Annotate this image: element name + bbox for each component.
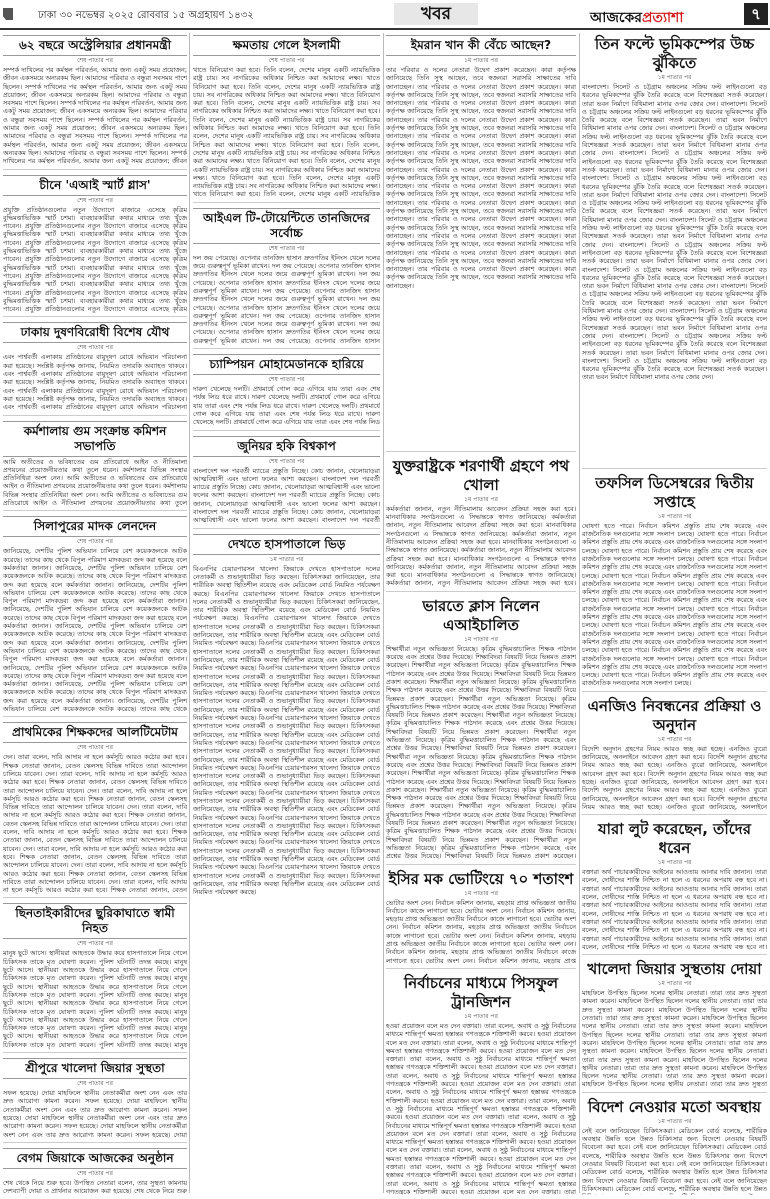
- news-article: [582, 1098, 767, 1195]
- continued-from-label: শেষ পাতার পর: [77, 1080, 113, 1088]
- article-body: বাংলাদেশ দল পরবর্তী ম্যাচের প্রস্তুতি নিচ্ছে। কোচ জানান, খেলোয়াড়রা আত্মবিশ্বাসী এবং ভালো ফলের আশা করছেন। বাংলাদেশ দল পরবর্তী ম্যাচের প্রস্তুতি নিচ্ছে। কোচ জানান, খেলোয়াড়রা আত্মবিশ্বাসী এবং ভালো ফলের আশা করছেন। বাংলাদেশ দল পরবর্তী ম্যাচের প্রস্তুতি নিচ্ছে। কোচ জানান, খেলোয়াড়রা আত্মবিশ্বাসী এবং ভালো ফলের আশা করছেন। বাংলাদেশ দল পরবর্তী ম্যাচের প্রস্তুতি নিচ্ছে। কোচ জানান, খেলোয়াড়রা আত্মবিশ্বাসী এবং ভালো ফলের আশা করছেন। বাংলাদেশ দল পরবর্তী: [193, 466, 380, 525]
- article-headline: বেগম জিয়াকে আজকের অনুষ্ঠান: [3, 1148, 187, 1169]
- news-article: [3, 421, 187, 512]
- article-body: খাতে বিনিয়োগ করা হবে। তিনি বলেন, দেশের মানুষ একটি ন্যায়ভিত্তিক রাষ্ট্র চায়। সব নাগরিকের অধিকার নিশ্চিত করা আমাদের লক্ষ্য। খাতে বিনিয়োগ করা হবে। তিনি বলেন, দেশের মানুষ একটি ন্যায়ভিত্তিক রাষ্ট্র চায়। সব নাগরিকের অধিকার নিশ্চিত করা আমাদের লক্ষ্য। খাতে বিনিয়োগ করা হবে। তিনি বলেন, দেশের মানুষ একটি ন্যায়ভিত্তিক রাষ্ট্র চায়। সব নাগরিকের অধিকার নিশ্চিত করা আমাদের লক্ষ্য। খাতে বিনিয়োগ করা হবে। তিনি বলেন, দেশের মানুষ একটি ন্যায়ভিত্তিক রাষ্ট্র চায়। সব নাগরিকের অধিকার নিশ্চিত করা আমাদের লক্ষ্য। খাতে বিনিয়োগ করা হবে। তিনি বলেন, দেশের মানুষ একটি ন্যায়ভিত্তিক রাষ্ট্র চায়। সব নাগরিকের অধিকার নিশ্চিত করা আমাদের লক্ষ্য। খাতে বিনিয়োগ করা হবে। তিনি বলেন, দেশের মানুষ একটি ন্যায়ভিত্তিক রাষ্ট্র চায়। সব নাগরিকের অধিকার নিশ্চিত করা আমাদের লক্ষ্য। খাতে বিনিয়োগ করা হবে। তিনি বলেন, দেশের মানুষ একটি ন্যায়ভিত্তিক রাষ্ট্র চায়। সব নাগরিকের অধিকার নিশ্চিত করা আমাদের লক্ষ্য। খাতে বিনিয়োগ করা হবে। তিনি বলেন, দেশের মানুষ একটি ন্যায়ভিত্তিক রাষ্ট্র চায়। সব নাগরিকের অধিকার নিশ্চিত করা আমাদের লক্ষ্য। খাতে বিনিয়োগ করা হবে। তিনি বলেন, দেশের মানুষ একটি ন্যায়ভিত্তিক: [193, 66, 380, 199]
- news-article: [3, 35, 187, 170]
- continued-from-label: ১ম পাতার পর: [464, 57, 498, 64]
- continued-from-label: শেষ পাতার পর: [77, 940, 113, 948]
- article-body: দেন। তারা বলেন, দাবি আদায় না হলে কর্মসূচি আরও কঠোর করা হবে। শিক্ষক নেতারা জানান, বেতন স্কেলসহ বিভিন্ন দাবিতে তারা আন্দোলন চালিয়ে যাবেন। দেন। তারা বলেন, দাবি আদায় না হলে কর্মসূচি আরও কঠোর করা হবে। শিক্ষক নেতারা জানান, বেতন স্কেলসহ বিভিন্ন দাবিতে তারা আন্দোলন চালিয়ে যাবেন। দেন। তারা বলেন, দাবি আদায় না হলে কর্মসূচি আরও কঠোর করা হবে। শিক্ষক নেতারা জানান, বেতন স্কেলসহ বিভিন্ন দাবিতে তারা আন্দোলন চালিয়ে যাবেন। দেন। তারা বলেন, দাবি আদায় না হলে কর্মসূচি আরও কঠোর করা হবে। শিক্ষক নেতারা জানান, বেতন স্কেলসহ বিভিন্ন দাবিতে তারা আন্দোলন চালিয়ে যাবেন। দেন। তারা বলেন, দাবি আদায় না হলে কর্মসূচি আরও কঠোর করা হবে। শিক্ষক নেতারা জানান, বেতন স্কেলসহ বিভিন্ন দাবিতে তারা আন্দোলন চালিয়ে যাবেন। দেন। তারা বলেন, দাবি আদায় না হলে কর্মসূচি আরও কঠোর করা হবে। শিক্ষক নেতারা জানান, বেতন স্কেলসহ বিভিন্ন দাবিতে তারা আন্দোলন চালিয়ে যাবেন। দেন। তারা বলেন, দাবি আদায় না হলে কর্মসূচি আরও কঠোর করা হবে। শিক্ষক নেতারা জানান, বেতন স্কেলসহ বিভিন্ন দাবিতে তারা আন্দোলন চালিয়ে যাবেন। দেন। তারা বলেন, দাবি আদায় না হলে কর্মসূচি আরও কঠোর করা হবে। শিক্ষক নেতারা জানান, বেতন: [3, 753, 187, 895]
- continued-from-label: শেষ পাতার পর: [268, 457, 305, 465]
- article-headline: খালেদা জিয়ার সুস্থতায় দোয়া: [587, 960, 762, 979]
- continued-from-label: ১ম পাতার পর: [269, 555, 304, 563]
- news-article: [386, 597, 576, 865]
- article-headline: আইএল টি-টোয়েন্টিতে তানজিদের সর্বোচ্চ: [193, 208, 380, 244]
- article-body: তার পরিবার ও দলের নেতারা উদ্বেগ প্রকাশ করেছেন। কারা কর্তৃপক্ষ জানিয়েছে তিনি সুস্থ আছেন, তবে স্বজনরা সরাসরি সাক্ষাতের দাবি জানাচ্ছেন। তার পরিবার ও দলের নেতারা উদ্বেগ প্রকাশ করেছেন। কারা কর্তৃপক্ষ জানিয়েছে তিনি সুস্থ আছেন, তবে স্বজনরা সরাসরি সাক্ষাতের দাবি জানাচ্ছেন। তার পরিবার ও দলের নেতারা উদ্বেগ প্রকাশ করেছেন। কারা কর্তৃপক্ষ জানিয়েছে তিনি সুস্থ আছেন, তবে স্বজনরা সরাসরি সাক্ষাতের দাবি জানাচ্ছেন। তার পরিবার ও দলের নেতারা উদ্বেগ প্রকাশ করেছেন। কারা কর্তৃপক্ষ জানিয়েছে তিনি সুস্থ আছেন, তবে স্বজনরা সরাসরি সাক্ষাতের দাবি জানাচ্ছেন। তার পরিবার ও দলের নেতারা উদ্বেগ প্রকাশ করেছেন। কারা কর্তৃপক্ষ জানিয়েছে তিনি সুস্থ আছেন, তবে স্বজনরা সরাসরি সাক্ষাতের দাবি জানাচ্ছেন। তার পরিবার ও দলের নেতারা উদ্বেগ প্রকাশ করেছেন। কারা কর্তৃপক্ষ জানিয়েছে তিনি সুস্থ আছেন, তবে স্বজনরা সরাসরি সাক্ষাতের দাবি জানাচ্ছেন। তার পরিবার ও দলের নেতারা উদ্বেগ প্রকাশ করেছেন। কারা কর্তৃপক্ষ জানিয়েছে তিনি সুস্থ আছেন, তবে স্বজনরা সরাসরি সাক্ষাতের দাবি জানাচ্ছেন। তার পরিবার ও দলের নেতারা উদ্বেগ প্রকাশ করেছেন। কারা কর্তৃপক্ষ জানিয়েছে তিনি সুস্থ আছেন, তবে স্বজনরা সরাসরি সাক্ষাতের দাবি জানাচ্ছেন। তার পরিবার ও দলের নেতারা উদ্বেগ প্রকাশ করেছেন। কারা কর্তৃপক্ষ জানিয়েছে তিনি সুস্থ আছেন, তবে স্বজনরা সরাসরি সাক্ষাতের দাবি জানাচ্ছেন। তার পরিবার ও দলের নেতারা উদ্বেগ প্রকাশ করেছেন। কারা কর্তৃপক্ষ জানিয়েছে তিনি সুস্থ আছেন, তবে স্বজনরা সরাসরি সাক্ষাতের দাবি জানাচ্ছেন। তার পরিবার ও দলের নেতারা উদ্বেগ প্রকাশ করেছেন। কারা কর্তৃপক্ষ জানিয়েছে তিনি সুস্থ আছেন, তবে স্বজনরা সরাসরি সাক্ষাতের দাবি জানাচ্ছেন। তার পরিবার ও দলের নেতারা উদ্বেগ প্রকাশ করেছেন। কারা কর্তৃপক্ষ জানিয়েছে তিনি সুস্থ আছেন, তবে স্বজনরা সরাসরি সাক্ষাতের দাবি জানাচ্ছেন। তার পরিবার ও দলের নেতারা উদ্বেগ প্রকাশ করেছেন। কারা কর্তৃপক্ষ জানিয়েছে তিনি সুস্থ আছেন, তবে স্বজনরা সরাসরি সাক্ষাতের দাবি জানাচ্ছেন।: [386, 66, 576, 290]
- column-divider: [189, 33, 190, 1193]
- article-body: মাহফিলে উপস্থিত ছিলেন দলের স্থানীয় নেতারা। তারা তার দ্রুত সুস্থতা কামনা করেন। মাহফিলে উপস্থিত ছিলেন দলের স্থানীয় নেতারা। তারা তার দ্রুত সুস্থতা কামনা করেন। মাহফিলে উপস্থিত ছিলেন দলের স্থানীয় নেতারা। তারা তার দ্রুত সুস্থতা কামনা করেন। মাহফিলে উপস্থিত ছিলেন দলের স্থানীয় নেতারা। তারা তার দ্রুত সুস্থতা কামনা করেন। মাহফিলে উপস্থিত ছিলেন দলের স্থানীয় নেতারা। তারা তার দ্রুত সুস্থতা কামনা করেন। মাহফিলে উপস্থিত ছিলেন দলের স্থানীয় নেতারা। তারা তার দ্রুত সুস্থতা কামনা করেন। মাহফিলে উপস্থিত ছিলেন দলের স্থানীয় নেতারা। তারা তার দ্রুত সুস্থতা কামনা করেন। মাহফিলে উপস্থিত ছিলেন দলের স্থানীয় নেতারা। তারা তার দ্রুত সুস্থতা কামনা করেন। মাহফিলে উপস্থিত ছিলেন দলের স্থানীয় নেতারা। তারা তার দ্রুত সুস্থতা কামনা করেন। মাহফিলে উপস্থিত ছিলেন দলের স্থানীয় নেতারা। তারা তার দ্রুত সুস্থতা: [582, 989, 767, 1089]
- column-divider: [579, 33, 580, 1193]
- article-body: আমি অতীতের ও ভবিষ্যতের গুম প্রতিরোধে আইন ও নীতিমালা প্রণয়নের প্রয়োজনীয়তার কথা তুলে ধরেন। কর্মশালায় বিভিন্ন সংস্থার প্রতিনিধিরা অংশ নেন। আমি অতীতের ও ভবিষ্যতের গুম প্রতিরোধে আইন ও নীতিমালা প্রণয়নের প্রয়োজনীয়তার কথা তুলে ধরেন। কর্মশালায় বিভিন্ন সংস্থার প্রতিনিধিরা অংশ নেন। আমি অতীতের ও ভবিষ্যতের গুম প্রতিরোধে আইন ও নীতিমালা প্রণয়নের প্রয়োজনীয়তার কথা তুলে: [3, 457, 187, 508]
- continued-from-label: শেষ পাতার পর: [268, 244, 305, 252]
- article-body: হওয়া প্রয়োজন বলে মত দেন বক্তারা। তারা বলেন, অবাধ ও সুষ্ঠু নির্বাচনের মাধ্যমে শান্তিপূর্ণ ক্ষমতা হস্তান্তর গণতন্ত্রকে শক্তিশালী করবে। হওয়া প্রয়োজন বলে মত দেন বক্তারা। তারা বলেন, অবাধ ও সুষ্ঠু নির্বাচনের মাধ্যমে শান্তিপূর্ণ ক্ষমতা হস্তান্তর গণতন্ত্রকে শক্তিশালী করবে। হওয়া প্রয়োজন বলে মত দেন বক্তারা। তারা বলেন, অবাধ ও সুষ্ঠু নির্বাচনের মাধ্যমে শান্তিপূর্ণ ক্ষমতা হস্তান্তর গণতন্ত্রকে শক্তিশালী করবে। হওয়া প্রয়োজন বলে মত দেন বক্তারা। তারা বলেন, অবাধ ও সুষ্ঠু নির্বাচনের মাধ্যমে শান্তিপূর্ণ ক্ষমতা হস্তান্তর গণতন্ত্রকে শক্তিশালী করবে। হওয়া প্রয়োজন বলে মত দেন বক্তারা। তারা বলেন, অবাধ ও সুষ্ঠু নির্বাচনের মাধ্যমে শান্তিপূর্ণ ক্ষমতা হস্তান্তর গণতন্ত্রকে শক্তিশালী করবে। হওয়া প্রয়োজন বলে মত দেন বক্তারা। তারা বলেন, অবাধ ও সুষ্ঠু নির্বাচনের মাধ্যমে শান্তিপূর্ণ ক্ষমতা হস্তান্তর গণতন্ত্রকে শক্তিশালী করবে। হওয়া প্রয়োজন বলে মত দেন বক্তারা। তারা বলেন, অবাধ ও সুষ্ঠু নির্বাচনের মাধ্যমে শান্তিপূর্ণ ক্ষমতা হস্তান্তর গণতন্ত্রকে শক্তিশালী করবে। হওয়া প্রয়োজন বলে মত দেন বক্তারা। তারা বলেন, অবাধ ও সুষ্ঠু নির্বাচনের মাধ্যমে শান্তিপূর্ণ ক্ষমতা হস্তান্তর গণতন্ত্রকে শক্তিশালী করবে। হওয়া প্রয়োজন বলে মত দেন বক্তারা। তারা বলেন, অবাধ ও সুষ্ঠু নির্বাচনের মাধ্যমে শান্তিপূর্ণ ক্ষমতা হস্তান্তর গণতন্ত্রকে শক্তিশালী করবে। হওয়া প্রয়োজন বলে মত দেন বক্তারা। তারা বলেন, অবাধ ও সুষ্ঠু নির্বাচনের মাধ্যমে শান্তিপূর্ণ ক্ষমতা হস্তান্তর গণতন্ত্রকে শক্তিশালী করবে। হওয়া প্রয়োজন বলে মত দেন বক্তারা। তারা বলেন, অবাধ ও সুষ্ঠু নির্বাচনের মাধ্যমে শান্তিপূর্ণ ক্ষমতা হস্তান্তর গণতন্ত্রকে শক্তিশালী করবে। হওয়া প্রয়োজন বলে মত দেন বক্তারা। তারা: [386, 1021, 576, 1195]
- news-article: [3, 175, 187, 318]
- article-headline: বিদেশ নেওয়ার মতো অবস্থায়: [587, 1097, 762, 1116]
- article-headline: এনজিও নিবন্ধনের প্রক্রিয়া ও অনুদান: [587, 696, 762, 734]
- article-headline: যারা লুট করেছেন, তাঁদের ধরেন: [598, 820, 751, 858]
- article-headline: চ্যাম্পিয়ন মোহামেডানকে হারিয়ে: [193, 354, 380, 375]
- article-body: কর্মকর্তারা জানান, নতুন নীতিমালায় আবেদন প্রক্রিয়া সহজ করা হবে। মানবাধিকার সংগঠনগুলো এ সিদ্ধান্তকে স্বাগত জানিয়েছে। কর্মকর্তারা জানান, নতুন নীতিমালায় আবেদন প্রক্রিয়া সহজ করা হবে। মানবাধিকার সংগঠনগুলো এ সিদ্ধান্তকে স্বাগত জানিয়েছে। কর্মকর্তারা জানান, নতুন নীতিমালায় আবেদন প্রক্রিয়া সহজ করা হবে। মানবাধিকার সংগঠনগুলো এ সিদ্ধান্তকে স্বাগত জানিয়েছে। কর্মকর্তারা জানান, নতুন নীতিমালায় আবেদন প্রক্রিয়া সহজ করা হবে। মানবাধিকার সংগঠনগুলো এ সিদ্ধান্তকে স্বাগত জানিয়েছে। কর্মকর্তারা জানান, নতুন নীতিমালায় আবেদন প্রক্রিয়া সহজ করা হবে। মানবাধিকার সংগঠনগুলো এ সিদ্ধান্তকে স্বাগত জানিয়েছে। কর্মকর্তারা জানান, নতুন নীতিমালায় আবেদন প্রক্রিয়া সহজ করা হবে।: [386, 504, 576, 588]
- news-article: [582, 820, 767, 955]
- continued-from-label: ১ম পাতার পর: [464, 889, 498, 897]
- article-body: দারুণ খেলেছে দলটি। প্রথমার্ধে গোল করে এগিয়ে যায় তারা এবং শেষ পর্যন্ত লিড ধরে রাখে। দারুণ খেলেছে দলটি। প্রথমার্ধে গোল করে এগিয়ে যায় তারা এবং শেষ পর্যন্ত লিড ধরে রাখে। দারুণ খেলেছে দলটি। প্রথমার্ধে গোল করে এগিয়ে যায় তারা এবং শেষ পর্যন্ত লিড ধরে রাখে। দারুণ খেলেছে দলটি। প্রথমার্ধে গোল করে এগিয়ে যায় তারা এবং শেষ পর্যন্ত লিড: [193, 385, 380, 427]
- page-number: ৭: [744, 3, 768, 25]
- news-article: [3, 516, 187, 717]
- column-1: [3, 33, 187, 1195]
- continued-from-label: শেষ পাতার পর: [77, 344, 113, 352]
- news-article: [193, 208, 380, 349]
- column-2: [193, 33, 380, 1195]
- news-article: [3, 722, 187, 898]
- continued-from-label: ১ম পাতার পর: [657, 74, 692, 81]
- news-article: [582, 697, 767, 815]
- news-article: [386, 974, 576, 1195]
- article-body: নেই বলে জানিয়েছেন চিকিৎসকরা। মেডিকেল বোর্ড বলেছে, শারীরিক অবস্থার উন্নতি হলে উন্নত চিকিৎসার জন্য বিদেশে নেওয়ার বিষয়টি বিবেচনা করা হবে। নেই বলে জানিয়েছেন চিকিৎসকরা। মেডিকেল বোর্ড বলেছে, শারীরিক অবস্থার উন্নতি হলে উন্নত চিকিৎসার জন্য বিদেশে নেওয়ার বিষয়টি বিবেচনা করা হবে। নেই বলে জানিয়েছেন চিকিৎসকরা। মেডিকেল বোর্ড বলেছে, শারীরিক অবস্থার উন্নতি হলে উন্নত চিকিৎসার জন্য বিদেশে নেওয়ার বিষয়টি বিবেচনা করা হবে। নেই বলে জানিয়েছেন চিকিৎসকরা। মেডিকেল বোর্ড বলেছে, শারীরিক অবস্থার উন্নতি হলে উন্নত: [582, 1126, 767, 1193]
- logo-main-text: আজকের: [590, 10, 642, 26]
- news-article: [582, 474, 767, 692]
- continued-from-label: ১ম পাতার পর: [657, 735, 692, 743]
- article-headline: তফসিল ডিসেম্বরের দ্বিতীয় সপ্তাহে: [595, 473, 754, 511]
- article-headline: যুক্তরাষ্ট্রকে শরণার্থী গ্রহণে পথ খোলা: [392, 456, 570, 494]
- article-body: ভোটার অংশ নেন। নির্বাচন কমিশন জানায়, মহড়ায় প্রাপ্ত অভিজ্ঞতা জাতীয় নির্বাচনে কাজে লাগানো হবে। ভোটার অংশ নেন। নির্বাচন কমিশন জানায়, মহড়ায় প্রাপ্ত অভিজ্ঞতা জাতীয় নির্বাচনে কাজে লাগানো হবে। ভোটার অংশ নেন। নির্বাচন কমিশন জানায়, মহড়ায় প্রাপ্ত অভিজ্ঞতা জাতীয় নির্বাচনে কাজে লাগানো হবে। ভোটার অংশ নেন। নির্বাচন কমিশন জানায়, মহড়ায় প্রাপ্ত অভিজ্ঞতা জাতীয় নির্বাচনে কাজে লাগানো হবে। ভোটার অংশ নেন। নির্বাচন কমিশন জানায়, মহড়ায় প্রাপ্ত অভিজ্ঞতা জাতীয় নির্বাচনে কাজে লাগানো হবে। ভোটার অংশ নেন। নির্বাচন কমিশন জানায়, মহড়ায় প্রাপ্ত: [386, 898, 576, 965]
- article-headline: দেখতে হাসপাতালে ভিড়: [193, 534, 380, 555]
- article-body: বিদেশি অনুদান গ্রহণের নিয়ম আরও স্বচ্ছ করা হচ্ছে। এনজিও ব্যুরো জানিয়েছে, অনলাইনে আবেদন গ্রহণ করা হবে। বিদেশি অনুদান গ্রহণের নিয়ম আরও স্বচ্ছ করা হচ্ছে। এনজিও ব্যুরো জানিয়েছে, অনলাইনে আবেদন গ্রহণ করা হবে। বিদেশি অনুদান গ্রহণের নিয়ম আরও স্বচ্ছ করা হচ্ছে। এনজিও ব্যুরো জানিয়েছে, অনলাইনে আবেদন গ্রহণ করা হবে। বিদেশি অনুদান গ্রহণের নিয়ম আরও স্বচ্ছ করা হচ্ছে। এনজিও ব্যুরো জানিয়েছে, অনলাইনে আবেদন গ্রহণ করা হবে। বিদেশি অনুদান গ্রহণের নিয়ম আরও স্বচ্ছ করা হচ্ছে। এনজিও ব্যুরো জানিয়েছে, অনলাইনে: [582, 744, 767, 811]
- article-body: শিক্ষার্থীরা নতুন অভিজ্ঞতা নিয়েছে। কৃত্রিম বুদ্ধিমত্তাচালিত শিক্ষক পাঠদান করেছে এবং প্রশ্নের উত্তর দিয়েছে। শিক্ষাবিদরা বিষয়টি নিয়ে ভিন্নমত প্রকাশ করেছেন। শিক্ষার্থীরা নতুন অভিজ্ঞতা নিয়েছে। কৃত্রিম বুদ্ধিমত্তাচালিত শিক্ষক পাঠদান করেছে এবং প্রশ্নের উত্তর দিয়েছে। শিক্ষাবিদরা বিষয়টি নিয়ে ভিন্নমত প্রকাশ করেছেন। শিক্ষার্থীরা নতুন অভিজ্ঞতা নিয়েছে। কৃত্রিম বুদ্ধিমত্তাচালিত শিক্ষক পাঠদান করেছে এবং প্রশ্নের উত্তর দিয়েছে। শিক্ষাবিদরা বিষয়টি নিয়ে ভিন্নমত প্রকাশ করেছেন। শিক্ষার্থীরা নতুন অভিজ্ঞতা নিয়েছে। কৃত্রিম বুদ্ধিমত্তাচালিত শিক্ষক পাঠদান করেছে এবং প্রশ্নের উত্তর দিয়েছে। শিক্ষাবিদরা বিষয়টি নিয়ে ভিন্নমত প্রকাশ করেছেন। শিক্ষার্থীরা নতুন অভিজ্ঞতা নিয়েছে। কৃত্রিম বুদ্ধিমত্তাচালিত শিক্ষক পাঠদান করেছে এবং প্রশ্নের উত্তর দিয়েছে। শিক্ষাবিদরা বিষয়টি নিয়ে ভিন্নমত প্রকাশ করেছেন। শিক্ষার্থীরা নতুন অভিজ্ঞতা নিয়েছে। কৃত্রিম বুদ্ধিমত্তাচালিত শিক্ষক পাঠদান করেছে এবং প্রশ্নের উত্তর দিয়েছে। শিক্ষাবিদরা বিষয়টি নিয়ে ভিন্নমত প্রকাশ করেছেন। শিক্ষার্থীরা নতুন অভিজ্ঞতা নিয়েছে। কৃত্রিম বুদ্ধিমত্তাচালিত শিক্ষক পাঠদান করেছে এবং প্রশ্নের উত্তর দিয়েছে। শিক্ষাবিদরা বিষয়টি নিয়ে ভিন্নমত প্রকাশ করেছেন। শিক্ষার্থীরা নতুন অভিজ্ঞতা নিয়েছে। কৃত্রিম বুদ্ধিমত্তাচালিত শিক্ষক পাঠদান করেছে এবং প্রশ্নের উত্তর দিয়েছে। শিক্ষাবিদরা বিষয়টি নিয়ে ভিন্নমত প্রকাশ করেছেন। শিক্ষার্থীরা নতুন অভিজ্ঞতা নিয়েছে। কৃত্রিম বুদ্ধিমত্তাচালিত শিক্ষক পাঠদান করেছে এবং প্রশ্নের উত্তর দিয়েছে। শিক্ষাবিদরা বিষয়টি নিয়ে ভিন্নমত প্রকাশ করেছেন। শিক্ষার্থীরা নতুন অভিজ্ঞতা নিয়েছে। কৃত্রিম বুদ্ধিমত্তাচালিত শিক্ষক পাঠদান করেছে এবং প্রশ্নের উত্তর দিয়েছে। শিক্ষাবিদরা বিষয়টি নিয়ে ভিন্নমত প্রকাশ করেছেন। শিক্ষার্থীরা নতুন অভিজ্ঞতা নিয়েছে। কৃত্রিম বুদ্ধিমত্তাচালিত শিক্ষক পাঠদান করেছে এবং প্রশ্নের উত্তর দিয়েছে। শিক্ষাবিদরা বিষয়টি নিয়ে ভিন্নমত প্রকাশ করেছেন। শিক্ষার্থীরা নতুন অভিজ্ঞতা নিয়েছে। কৃত্রিম বুদ্ধিমত্তাচালিত শিক্ষক পাঠদান করেছে এবং প্রশ্নের উত্তর দিয়েছে। শিক্ষাবিদরা বিষয়টি নিয়ে ভিন্নমত প্রকাশ করেছেন।: [386, 644, 576, 861]
- continued-from-label: ১ম পাতার পর: [657, 859, 692, 867]
- article-body: প্রযুক্তি প্রতিষ্ঠানগুলোর নতুন উদ্যোগে বাজারে এসেছে কৃত্রিম বুদ্ধিমত্তাভিত্তিক স্মার্ট চশমা। ব্যবহারকারীরা কথার মাধ্যমে তথ্য খুঁজে পাবেন। প্রযুক্তি প্রতিষ্ঠানগুলোর নতুন উদ্যোগে বাজারে এসেছে কৃত্রিম বুদ্ধিমত্তাভিত্তিক স্মার্ট চশমা। ব্যবহারকারীরা কথার মাধ্যমে তথ্য খুঁজে পাবেন। প্রযুক্তি প্রতিষ্ঠানগুলোর নতুন উদ্যোগে বাজারে এসেছে কৃত্রিম বুদ্ধিমত্তাভিত্তিক স্মার্ট চশমা। ব্যবহারকারীরা কথার মাধ্যমে তথ্য খুঁজে পাবেন। প্রযুক্তি প্রতিষ্ঠানগুলোর নতুন উদ্যোগে বাজারে এসেছে কৃত্রিম বুদ্ধিমত্তাভিত্তিক স্মার্ট চশমা। ব্যবহারকারীরা কথার মাধ্যমে তথ্য খুঁজে পাবেন। প্রযুক্তি প্রতিষ্ঠানগুলোর নতুন উদ্যোগে বাজারে এসেছে কৃত্রিম বুদ্ধিমত্তাভিত্তিক স্মার্ট চশমা। ব্যবহারকারীরা কথার মাধ্যমে তথ্য খুঁজে পাবেন। প্রযুক্তি প্রতিষ্ঠানগুলোর নতুন উদ্যোগে বাজারে এসেছে কৃত্রিম বুদ্ধিমত্তাভিত্তিক স্মার্ট চশমা। ব্যবহারকারীরা কথার মাধ্যমে তথ্য খুঁজে পাবেন। প্রযুক্তি প্রতিষ্ঠানগুলোর নতুন উদ্যোগে বাজারে এসেছে কৃত্রিম: [3, 205, 187, 314]
- news-article: [582, 35, 767, 469]
- article-headline: ভারতে ক্লাস নিলেন এআইচালিত: [422, 596, 540, 634]
- news-article: [3, 322, 187, 415]
- news-article: [193, 354, 380, 431]
- logo-accent-text: প্রত্যাশা: [641, 10, 684, 26]
- continued-from-label: শেষ পাতার পর: [77, 744, 113, 752]
- article-body: বিএনপির চেয়ারপারসন খালেদা জিয়াকে দেখতে হাসপাতালে দলের নেতাকর্মী ও শুভানুধ্যায়ীরা ভিড় করছেন। চিকিৎসকরা জানিয়েছেন, তার শারীরিক অবস্থা স্থিতিশীল রয়েছে এবং মেডিকেল বোর্ড নিয়মিত পর্যবেক্ষণ করছে। বিএনপির চেয়ারপারসন খালেদা জিয়াকে দেখতে হাসপাতালে দলের নেতাকর্মী ও শুভানুধ্যায়ীরা ভিড় করছেন। চিকিৎসকরা জানিয়েছেন, তার শারীরিক অবস্থা স্থিতিশীল রয়েছে এবং মেডিকেল বোর্ড নিয়মিত পর্যবেক্ষণ করছে। বিএনপির চেয়ারপারসন খালেদা জিয়াকে দেখতে হাসপাতালে দলের নেতাকর্মী ও শুভানুধ্যায়ীরা ভিড় করছেন। চিকিৎসকরা জানিয়েছেন, তার শারীরিক অবস্থা স্থিতিশীল রয়েছে এবং মেডিকেল বোর্ড নিয়মিত পর্যবেক্ষণ করছে। বিএনপির চেয়ারপারসন খালেদা জিয়াকে দেখতে হাসপাতালে দলের নেতাকর্মী ও শুভানুধ্যায়ীরা ভিড় করছেন। চিকিৎসকরা জানিয়েছেন, তার শারীরিক অবস্থা স্থিতিশীল রয়েছে এবং মেডিকেল বোর্ড নিয়মিত পর্যবেক্ষণ করছে। বিএনপির চেয়ারপারসন খালেদা জিয়াকে দেখতে হাসপাতালে দলের নেতাকর্মী ও শুভানুধ্যায়ীরা ভিড় করছেন। চিকিৎসকরা জানিয়েছেন, তার শারীরিক অবস্থা স্থিতিশীল রয়েছে এবং মেডিকেল বোর্ড নিয়মিত পর্যবেক্ষণ করছে। বিএনপির চেয়ারপারসন খালেদা জিয়াকে দেখতে হাসপাতালে দলের নেতাকর্মী ও শুভানুধ্যায়ীরা ভিড় করছেন। চিকিৎসকরা জানিয়েছেন, তার শারীরিক অবস্থা স্থিতিশীল রয়েছে এবং মেডিকেল বোর্ড নিয়মিত পর্যবেক্ষণ করছে। বিএনপির চেয়ারপারসন খালেদা জিয়াকে দেখতে হাসপাতালে দলের নেতাকর্মী ও শুভানুধ্যায়ীরা ভিড় করছেন। চিকিৎসকরা জানিয়েছেন, তার শারীরিক অবস্থা স্থিতিশীল রয়েছে এবং মেডিকেল বোর্ড নিয়মিত পর্যবেক্ষণ করছে। বিএনপির চেয়ারপারসন খালেদা জিয়াকে দেখতে হাসপাতালে দলের নেতাকর্মী ও শুভানুধ্যায়ীরা ভিড় করছেন। চিকিৎসকরা জানিয়েছেন, তার শারীরিক অবস্থা স্থিতিশীল রয়েছে এবং মেডিকেল বোর্ড নিয়মিত পর্যবেক্ষণ করছে। বিএনপির চেয়ারপারসন খালেদা জিয়াকে দেখতে হাসপাতালে দলের নেতাকর্মী ও শুভানুধ্যায়ীরা ভিড় করছেন। চিকিৎসকরা জানিয়েছেন, তার শারীরিক অবস্থা স্থিতিশীল রয়েছে এবং মেডিকেল বোর্ড নিয়মিত পর্যবেক্ষণ করছে। বিএনপির চেয়ারপারসন খালেদা জিয়াকে দেখতে হাসপাতালে দলের নেতাকর্মী ও শুভানুধ্যায়ীরা ভিড় করছেন। চিকিৎসকরা জানিয়েছেন, তার শারীরিক অবস্থা স্থিতিশীল রয়েছে এবং মেডিকেল বোর্ড নিয়মিত পর্যবেক্ষণ করছে। বিএনপির চেয়ারপারসন খালেদা জিয়াকে দেখতে হাসপাতালে দলের নেতাকর্মী ও শুভানুধ্যায়ীরা ভিড় করছেন। চিকিৎসকরা জানিয়েছেন, তার শারীরিক অবস্থা স্থিতিশীল রয়েছে এবং মেডিকেল বোর্ড নিয়মিত পর্যবেক্ষণ করছে। বিএনপির চেয়ারপারসন খালেদা জিয়াকে দেখতে হাসপাতালে দলের নেতাকর্মী ও শুভানুধ্যায়ীরা ভিড় করছেন। চিকিৎসকরা জানিয়েছেন, তার শারীরিক অবস্থা স্থিতিশীল রয়েছে এবং মেডিকেল বোর্ড নিয়মিত পর্যবেক্ষণ করছে। বিএনপির চেয়ারপারসন খালেদা জিয়াকে দেখতে হাসপাতালে দলের নেতাকর্মী ও শুভানুধ্যায়ীরা ভিড় করছেন। চিকিৎসকরা জানিয়েছেন, তার শারীরিক অবস্থা স্থিতিশীল রয়েছে এবং মেডিকেল বোর্ড নিয়মিত পর্যবেক্ষণ করছে।: [193, 564, 380, 897]
- continued-from-label: ১ম পাতার পর: [657, 980, 692, 988]
- news-article: [193, 35, 380, 203]
- news-article: [582, 960, 767, 1093]
- article-body: এবং পার্শ্ববর্তী এলাকায় প্রতিষ্ঠানের বায়ুদূষণ রোধে অভিযান পরিচালনা করা হয়েছে। সংশ্লিষ্ট কর্তৃপক্ষ জানায়, নিয়মিত তদারকি অব্যাহত থাকবে। এবং পার্শ্ববর্তী এলাকায় প্রতিষ্ঠানের বায়ুদূষণ রোধে অভিযান পরিচালনা করা হয়েছে। সংশ্লিষ্ট কর্তৃপক্ষ জানায়, নিয়মিত তদারকি অব্যাহত থাকবে। এবং পার্শ্ববর্তী এলাকায় প্রতিষ্ঠানের বায়ুদূষণ রোধে অভিযান পরিচালনা করা হয়েছে। সংশ্লিষ্ট কর্তৃপক্ষ জানায়, নিয়মিত তদারকি অব্যাহত থাকবে। এবং পার্শ্ববর্তী এলাকায় প্রতিষ্ঠানের বায়ুদূষণ রোধে অভিযান পরিচালনা: [3, 353, 187, 412]
- news-article: [193, 534, 380, 1195]
- article-headline: নির্বাচনের মাধ্যমে পিসফুল ট্রানজিশন: [403, 973, 559, 1011]
- article-headline: চীনে 'এআই স্মার্ট গ্লাস': [3, 175, 187, 196]
- article-body: শেষ থেকে নিয়ে শুরু হবে। উপস্থিত নেতারা বলেন, তার সুস্থতা কামনায় দেশব্যাপী দোয়া ও প্রার্থনার আয়োজন করা হয়েছে। শেষ থেকে নিয়ে শুরু: [3, 1178, 187, 1195]
- article-headline: ঢাকায় দুষণবিরোধী বিশেষ যৌথ: [3, 322, 187, 343]
- continued-from-label: শেষ পাতার পর: [77, 57, 113, 64]
- news-article: [386, 870, 576, 969]
- article-body: সম্পর্ক দাখিলের পর কর্মস্থল পরিবর্তন, আমার জন্য একটু সময় প্রয়োজন; জীবন একসময়ে অন্যরকম ছিল। আমাদের পরিবার ও বন্ধুরা সবসময় পাশে ছিলেন। সম্পর্ক দাখিলের পর কর্মস্থল পরিবর্তন, আমার জন্য একটু সময় প্রয়োজন; জীবন একসময়ে অন্যরকম ছিল। আমাদের পরিবার ও বন্ধুরা সবসময় পাশে ছিলেন। সম্পর্ক দাখিলের পর কর্মস্থল পরিবর্তন, আমার জন্য একটু সময় প্রয়োজন; জীবন একসময়ে অন্যরকম ছিল। আমাদের পরিবার ও বন্ধুরা সবসময় পাশে ছিলেন। সম্পর্ক দাখিলের পর কর্মস্থল পরিবর্তন, আমার জন্য একটু সময় প্রয়োজন; জীবন একসময়ে অন্যরকম ছিল। আমাদের পরিবার ও বন্ধুরা সবসময় পাশে ছিলেন। সম্পর্ক দাখিলের পর কর্মস্থল পরিবর্তন, আমার জন্য একটু সময় প্রয়োজন; জীবন একসময়ে অন্যরকম ছিল। আমাদের পরিবার ও বন্ধুরা সবসময় পাশে ছিলেন। সম্পর্ক দাখিলের পর কর্মস্থল পরিবর্তন, আমার জন্য একটু সময় প্রয়োজন; জীবন: [3, 66, 187, 166]
- article-body: মানুষ ছুটে আসে। স্থানীয়রা আহতকে উদ্ধার করে হাসপাতালে নিয়ে গেলে চিকিৎসক তাকে মৃত ঘোষণা করেন। পুলিশ ঘটনাটি তদন্ত করছে। মানুষ ছুটে আসে। স্থানীয়রা আহতকে উদ্ধার করে হাসপাতালে নিয়ে গেলে চিকিৎসক তাকে মৃত ঘোষণা করেন। পুলিশ ঘটনাটি তদন্ত করছে। মানুষ ছুটে আসে। স্থানীয়রা আহতকে উদ্ধার করে হাসপাতালে নিয়ে গেলে চিকিৎসক তাকে মৃত ঘোষণা করেন। পুলিশ ঘটনাটি তদন্ত করছে। মানুষ ছুটে আসে। স্থানীয়রা আহতকে উদ্ধার করে হাসপাতালে নিয়ে গেলে চিকিৎসক তাকে মৃত ঘোষণা করেন। পুলিশ ঘটনাটি তদন্ত করছে। মানুষ ছুটে আসে। স্থানীয়রা আহতকে উদ্ধার করে হাসপাতালে নিয়ে গেলে চিকিৎসক তাকে মৃত ঘোষণা করেন। পুলিশ ঘটনাটি তদন্ত করছে। মানুষ ছুটে আসে। স্থানীয়রা আহতকে উদ্ধার করে হাসপাতালে নিয়ে গেলে চিকিৎসক তাকে মৃত ঘোষণা করেন। পুলিশ ঘটনাটি তদন্ত করছে। মানুষ: [3, 949, 187, 1049]
- article-headline: সিলাপুরের মাদক লেনদেন: [3, 516, 187, 537]
- article-headline: প্রাথমিকের শিক্ষকদের আলটিমেটাম: [3, 722, 187, 743]
- article-headline: ৬২ বছরে অস্ট্রেলিয়ার প্রধানমন্ত্রী: [3, 35, 187, 56]
- continued-from-label: ১ম পাতার পর: [464, 1012, 498, 1020]
- news-article: [3, 1058, 187, 1143]
- article-body: দল জয় পেয়েছে। ওপেনার তানজিদ হাসান দ্রুতগতির ইনিংস খেলে দলের জয়ে গুরুত্বপূর্ণ ভূমিকা রাখেন। দল জয় পেয়েছে। ওপেনার তানজিদ হাসান দ্রুতগতির ইনিংস খেলে দলের জয়ে গুরুত্বপূর্ণ ভূমিকা রাখেন। দল জয় পেয়েছে। ওপেনার তানজিদ হাসান দ্রুতগতির ইনিংস খেলে দলের জয়ে গুরুত্বপূর্ণ ভূমিকা রাখেন। দল জয় পেয়েছে। ওপেনার তানজিদ হাসান দ্রুতগতির ইনিংস খেলে দলের জয়ে গুরুত্বপূর্ণ ভূমিকা রাখেন। দল জয় পেয়েছে। ওপেনার তানজিদ হাসান দ্রুতগতির ইনিংস খেলে দলের জয়ে গুরুত্বপূর্ণ ভূমিকা রাখেন। দল জয় পেয়েছে। ওপেনার তানজিদ হাসান দ্রুতগতির ইনিংস খেলে দলের জয়ে গুরুত্বপূর্ণ ভূমিকা রাখেন। দল জয় পেয়েছে। ওপেনার তানজিদ হাসান দ্রুতগতির ইনিংস খেলে দলের জয়ে গুরুত্বপূর্ণ ভূমিকা রাখেন। দল জয় পেয়েছে। ওপেনার তানজিদ হাসান: [193, 253, 380, 345]
- article-headline: ছিনতাইকারীদের ছুরিকাঘাতে স্বামী নিহত: [3, 903, 187, 939]
- continued-from-label: শেষ পাতার পর: [268, 376, 305, 384]
- article-body: বক্তারা অর্থ পাচারকারীদের আইনের আওতায় আনার দাবি জানান। তারা বলেন, দোষীদের শাস্তি নিশ্চিত না হলে এ ধরনের অপরাধ বন্ধ হবে না। বক্তারা অর্থ পাচারকারীদের আইনের আওতায় আনার দাবি জানান। তারা বলেন, দোষীদের শাস্তি নিশ্চিত না হলে এ ধরনের অপরাধ বন্ধ হবে না। বক্তারা অর্থ পাচারকারীদের আইনের আওতায় আনার দাবি জানান। তারা বলেন, দোষীদের শাস্তি নিশ্চিত না হলে এ ধরনের অপরাধ বন্ধ হবে না। বক্তারা অর্থ পাচারকারীদের আইনের আওতায় আনার দাবি জানান। তারা বলেন, দোষীদের শাস্তি নিশ্চিত না হলে এ ধরনের অপরাধ বন্ধ হবে না। বক্তারা অর্থ পাচারকারীদের আইনের আওতায় আনার দাবি জানান। তারা বলেন, দোষীদের শাস্তি নিশ্চিত না হলে এ ধরনের অপরাধ বন্ধ হবে না।: [582, 868, 767, 951]
- article-body: জানিয়েছে, দেশটির পুলিশ অভিযান চালিয়ে বেশ কয়েকজনকে আটক করেছে। তাদের কাছ থেকে বিপুল পরিমাণ মাদকদ্রব্য জব্দ করা হয়েছে বলে কর্মকর্তারা জানান। জানিয়েছে, দেশটির পুলিশ অভিযান চালিয়ে বেশ কয়েকজনকে আটক করেছে। তাদের কাছ থেকে বিপুল পরিমাণ মাদকদ্রব্য জব্দ করা হয়েছে বলে কর্মকর্তারা জানান। জানিয়েছে, দেশটির পুলিশ অভিযান চালিয়ে বেশ কয়েকজনকে আটক করেছে। তাদের কাছ থেকে বিপুল পরিমাণ মাদকদ্রব্য জব্দ করা হয়েছে বলে কর্মকর্তারা জানান। জানিয়েছে, দেশটির পুলিশ অভিযান চালিয়ে বেশ কয়েকজনকে আটক করেছে। তাদের কাছ থেকে বিপুল পরিমাণ মাদকদ্রব্য জব্দ করা হয়েছে বলে কর্মকর্তারা জানান। জানিয়েছে, দেশটির পুলিশ অভিযান চালিয়ে বেশ কয়েকজনকে আটক করেছে। তাদের কাছ থেকে বিপুল পরিমাণ মাদকদ্রব্য জব্দ করা হয়েছে বলে কর্মকর্তারা জানান। জানিয়েছে, দেশটির পুলিশ অভিযান চালিয়ে বেশ কয়েকজনকে আটক করেছে। তাদের কাছ থেকে বিপুল পরিমাণ মাদকদ্রব্য জব্দ করা হয়েছে বলে কর্মকর্তারা জানান। জানিয়েছে, দেশটির পুলিশ অভিযান চালিয়ে বেশ কয়েকজনকে আটক করেছে। তাদের কাছ থেকে বিপুল পরিমাণ মাদকদ্রব্য জব্দ করা হয়েছে বলে কর্মকর্তারা জানান। জানিয়েছে, দেশটির পুলিশ অভিযান চালিয়ে বেশ কয়েকজনকে আটক করেছে। তাদের কাছ থেকে বিপুল পরিমাণ মাদকদ্রব্য জব্দ করা হয়েছে বলে কর্মকর্তারা জানান। জানিয়েছে, দেশটির পুলিশ অভিযান চালিয়ে বেশ কয়েকজনকে আটক করেছে। তাদের কাছ থেকে: [3, 547, 187, 714]
- continued-from-label: ১ম পাতার পর: [464, 635, 498, 643]
- article-body: ঘোষণা হতে পারে। নির্বাচন কমিশন প্রস্তুতি প্রায় শেষ করেছে এবং রাজনৈতিক দলগুলোর সঙ্গে সংলাপ চলছে। ঘোষণা হতে পারে। নির্বাচন কমিশন প্রস্তুতি প্রায় শেষ করেছে এবং রাজনৈতিক দলগুলোর সঙ্গে সংলাপ চলছে। ঘোষণা হতে পারে। নির্বাচন কমিশন প্রস্তুতি প্রায় শেষ করেছে এবং রাজনৈতিক দলগুলোর সঙ্গে সংলাপ চলছে। ঘোষণা হতে পারে। নির্বাচন কমিশন প্রস্তুতি প্রায় শেষ করেছে এবং রাজনৈতিক দলগুলোর সঙ্গে সংলাপ চলছে। ঘোষণা হতে পারে। নির্বাচন কমিশন প্রস্তুতি প্রায় শেষ করেছে এবং রাজনৈতিক দলগুলোর সঙ্গে সংলাপ চলছে। ঘোষণা হতে পারে। নির্বাচন কমিশন প্রস্তুতি প্রায় শেষ করেছে এবং রাজনৈতিক দলগুলোর সঙ্গে সংলাপ চলছে। ঘোষণা হতে পারে। নির্বাচন কমিশন প্রস্তুতি প্রায় শেষ করেছে এবং রাজনৈতিক দলগুলোর সঙ্গে সংলাপ চলছে। ঘোষণা হতে পারে। নির্বাচন কমিশন প্রস্তুতি প্রায় শেষ করেছে এবং রাজনৈতিক দলগুলোর সঙ্গে সংলাপ চলছে। ঘোষণা হতে পারে। নির্বাচন কমিশন প্রস্তুতি প্রায় শেষ করেছে এবং রাজনৈতিক দলগুলোর সঙ্গে সংলাপ চলছে। ঘোষণা হতে পারে। নির্বাচন কমিশন প্রস্তুতি প্রায় শেষ করেছে এবং রাজনৈতিক দলগুলোর সঙ্গে সংলাপ চলছে। ঘোষণা হতে পারে। নির্বাচন কমিশন প্রস্তুতি প্রায় শেষ করেছে এবং রাজনৈতিক দলগুলোর সঙ্গে সংলাপ চলছে। ঘোষণা হতে পারে। নির্বাচন কমিশন প্রস্তুতি প্রায় শেষ করেছে এবং রাজনৈতিক দলগুলোর সঙ্গে সংলাপ চলছে। ঘোষণা হতে পারে। নির্বাচন কমিশন প্রস্তুতি প্রায় শেষ করেছে এবং রাজনৈতিক দলগুলোর সঙ্গে সংলাপ চলছে।: [582, 521, 767, 688]
- continued-from-label: ১ম পাতার পর: [464, 495, 498, 503]
- column-3: [386, 33, 576, 1195]
- news-article: [3, 1148, 187, 1195]
- news-article: [386, 35, 576, 452]
- article-headline: কর্মশালায় গুম সংক্রান্ত কমিশন সভাপতি: [3, 421, 187, 457]
- article-headline: শ্রীপুরে খালেদা জিয়ার সুস্থতা: [3, 1058, 187, 1079]
- news-article: [3, 903, 187, 1053]
- article-headline: ক্ষমতায় গেলে ইসলামী: [193, 35, 380, 56]
- issue-date: ঢাকা ৩০ নভেম্বর ২০২৫ রোববার ১৫ অগ্রহায়ণ ১৪৩২: [38, 10, 254, 21]
- continued-from-label: শেষ পাতার পর: [268, 57, 305, 64]
- newspaper-logo: [590, 6, 683, 30]
- news-article: [193, 436, 380, 529]
- news-article: [386, 457, 576, 592]
- article-body: সফল হয়েছে। দোয়া মাহফিলে স্থানীয় নেতাকর্মীরা অংশ নেন এবং তার দ্রুত আরোগ্য কামনা করেন। সফল হয়েছে। দোয়া মাহফিলে স্থানীয় নেতাকর্মীরা অংশ নেন এবং তার দ্রুত আরোগ্য কামনা করেন। সফল হয়েছে। দোয়া মাহফিলে স্থানীয় নেতাকর্মীরা অংশ নেন এবং তার দ্রুত আরোগ্য কামনা করেন। সফল হয়েছে। দোয়া মাহফিলে স্থানীয় নেতাকর্মীরা অংশ নেন এবং তার দ্রুত আরোগ্য কামনা করেন। সফল হয়েছে। দোয়া: [3, 1089, 187, 1139]
- continued-from-label: ১ম পাতার পর: [657, 512, 692, 520]
- article-headline: জুনিয়র হকি বিশ্বকাপ: [193, 436, 380, 457]
- article-headline: ইমরান খান কী বেঁচে আছেন?: [386, 35, 576, 56]
- article-body: বাংলাদেশ। সিলেট ও চট্টগ্রাম অঞ্চলের সক্রিয় ফল্ট লাইনগুলো বড় ধরনের ভূমিকম্পের ঝুঁকি তৈরি করেছে বলে বিশেষজ্ঞরা সতর্ক করেছেন। তারা ভবন নির্মাণে বিধিমালা মানার ওপর জোর দেন। বাংলাদেশ। সিলেট ও চট্টগ্রাম অঞ্চলের সক্রিয় ফল্ট লাইনগুলো বড় ধরনের ভূমিকম্পের ঝুঁকি তৈরি করেছে বলে বিশেষজ্ঞরা সতর্ক করেছেন। তারা ভবন নির্মাণে বিধিমালা মানার ওপর জোর দেন। বাংলাদেশ। সিলেট ও চট্টগ্রাম অঞ্চলের সক্রিয় ফল্ট লাইনগুলো বড় ধরনের ভূমিকম্পের ঝুঁকি তৈরি করেছে বলে বিশেষজ্ঞরা সতর্ক করেছেন। তারা ভবন নির্মাণে বিধিমালা মানার ওপর জোর দেন। বাংলাদেশ। সিলেট ও চট্টগ্রাম অঞ্চলের সক্রিয় ফল্ট লাইনগুলো বড় ধরনের ভূমিকম্পের ঝুঁকি তৈরি করেছে বলে বিশেষজ্ঞরা সতর্ক করেছেন। তারা ভবন নির্মাণে বিধিমালা মানার ওপর জোর দেন। বাংলাদেশ। সিলেট ও চট্টগ্রাম অঞ্চলের সক্রিয় ফল্ট লাইনগুলো বড় ধরনের ভূমিকম্পের ঝুঁকি তৈরি করেছে বলে বিশেষজ্ঞরা সতর্ক করেছেন। তারা ভবন নির্মাণে বিধিমালা মানার ওপর জোর দেন। বাংলাদেশ। সিলেট ও চট্টগ্রাম অঞ্চলের সক্রিয় ফল্ট লাইনগুলো বড় ধরনের ভূমিকম্পের ঝুঁকি তৈরি করেছে বলে বিশেষজ্ঞরা সতর্ক করেছেন। তারা ভবন নির্মাণে বিধিমালা মানার ওপর জোর দেন। বাংলাদেশ। সিলেট ও চট্টগ্রাম অঞ্চলের সক্রিয় ফল্ট লাইনগুলো বড় ধরনের ভূমিকম্পের ঝুঁকি তৈরি করেছে বলে বিশেষজ্ঞরা সতর্ক করেছেন। তারা ভবন নির্মাণে বিধিমালা মানার ওপর জোর দেন। বাংলাদেশ। সিলেট ও চট্টগ্রাম অঞ্চলের সক্রিয় ফল্ট লাইনগুলো বড় ধরনের ভূমিকম্পের ঝুঁকি তৈরি করেছে বলে বিশেষজ্ঞরা সতর্ক করেছেন। তারা ভবন নির্মাণে বিধিমালা মানার ওপর জোর দেন। বাংলাদেশ। সিলেট ও চট্টগ্রাম অঞ্চলের সক্রিয় ফল্ট লাইনগুলো বড় ধরনের ভূমিকম্পের ঝুঁকি তৈরি করেছে বলে বিশেষজ্ঞরা সতর্ক করেছেন। তারা ভবন নির্মাণে বিধিমালা মানার ওপর জোর দেন। বাংলাদেশ। সিলেট ও চট্টগ্রাম অঞ্চলের সক্রিয় ফল্ট লাইনগুলো বড় ধরনের ভূমিকম্পের ঝুঁকি তৈরি করেছে বলে বিশেষজ্ঞরা সতর্ক করেছেন। তারা ভবন নির্মাণে বিধিমালা মানার ওপর জোর দেন। বাংলাদেশ। সিলেট ও চট্টগ্রাম অঞ্চলের সক্রিয় ফল্ট লাইনগুলো বড় ধরনের ভূমিকম্পের ঝুঁকি তৈরি করেছে বলে বিশেষজ্ঞরা সতর্ক করেছেন। তারা ভবন নির্মাণে বিধিমালা মানার ওপর জোর দেন। বাংলাদেশ। সিলেট ও চট্টগ্রাম অঞ্চলের সক্রিয় ফল্ট লাইনগুলো বড় ধরনের ভূমিকম্পের ঝুঁকি তৈরি করেছে বলে বিশেষজ্ঞরা সতর্ক করেছেন। তারা ভবন নির্মাণে বিধিমালা মানার ওপর জোর দেন। বাংলাদেশ। সিলেট ও চট্টগ্রাম অঞ্চলের সক্রিয় ফল্ট লাইনগুলো বড় ধরনের ভূমিকম্পের ঝুঁকি তৈরি করেছে বলে বিশেষজ্ঞরা সতর্ক করেছেন। তারা ভবন নির্মাণে বিধিমালা মানার ওপর জোর দেন।: [582, 83, 767, 382]
- continued-from-label: শেষ পাতার পর: [77, 1169, 113, 1177]
- section-title: খবর: [394, 3, 478, 25]
- continued-from-label: ১ম পাতার পর: [657, 1117, 692, 1125]
- page-corner-icon: [3, 8, 13, 20]
- masthead: [0, 0, 770, 30]
- continued-from-label: শেষ পাতার পর: [77, 538, 113, 546]
- article-headline: তিন ফল্টে ভূমিকম্পের উচ্চ ঝুঁকিতে: [594, 35, 755, 72]
- article-headline: ইসির মক ভোটিংয়ে ৭০ শতাংশ: [388, 869, 574, 888]
- column-4: [582, 33, 767, 1195]
- continued-from-label: শেষ পাতার পর: [77, 196, 113, 204]
- column-divider: [383, 33, 384, 1193]
